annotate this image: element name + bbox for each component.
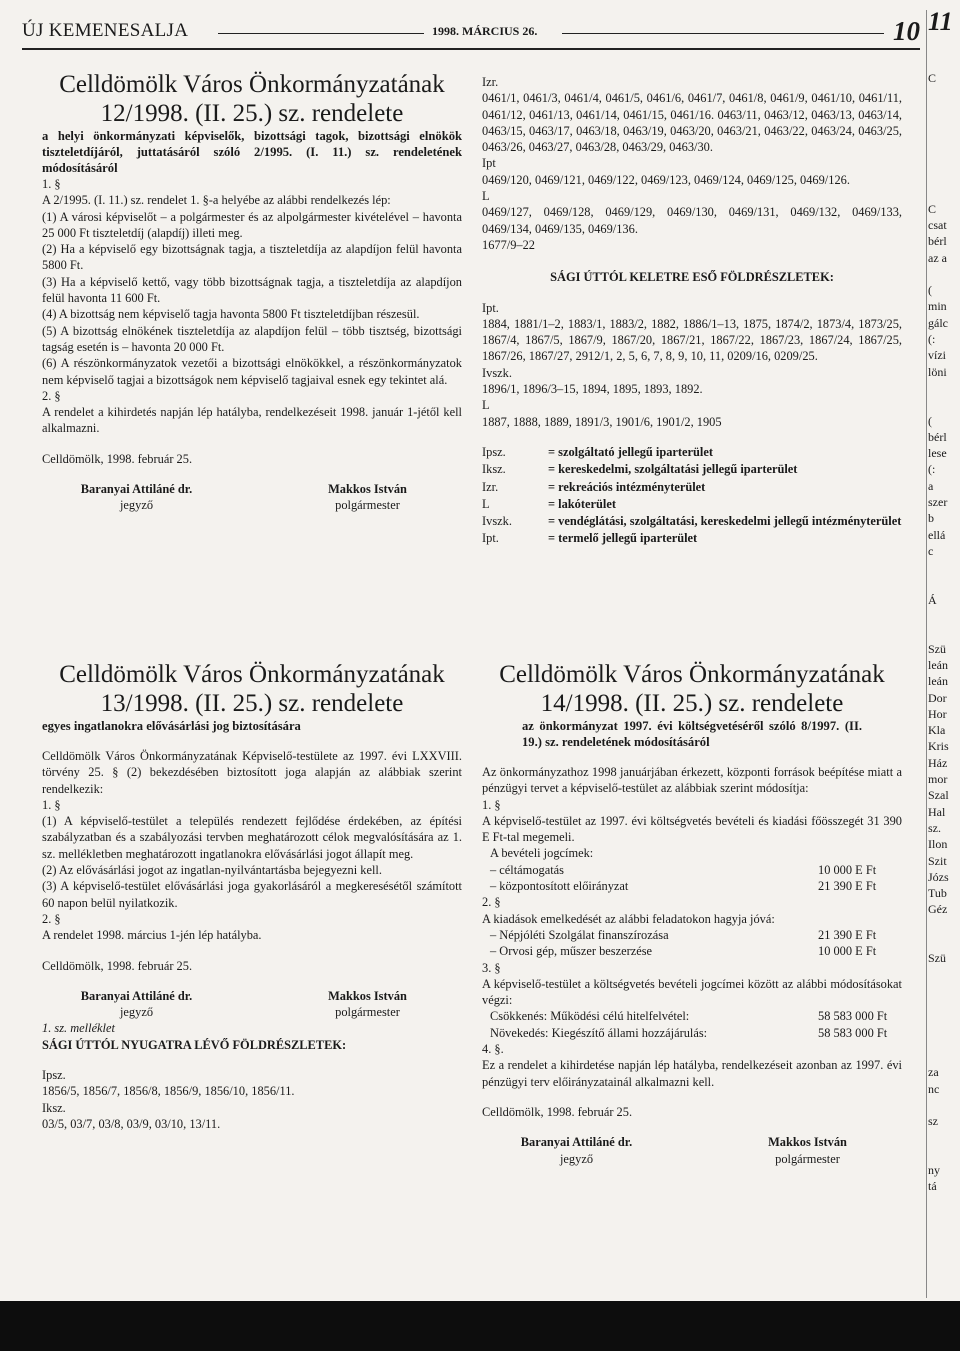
fragment-line: za <box>928 1065 939 1080</box>
decree-14-place-date: Celldömölk, 1998. február 25. <box>482 1104 633 1119</box>
fragment-line <box>928 1032 960 1048</box>
legend-row <box>482 513 902 530</box>
fragment-line: Hor <box>928 706 947 721</box>
annex-east-l-label: L <box>482 398 490 413</box>
decree-12-p5: (5) A bizottság elnökének tiszteletdíja az alapdíjon felül – több tisztség, bizottsági tagság esetén is – havonta 20 000 Ft. <box>42 323 462 354</box>
page-header <box>22 18 920 48</box>
fragment-line: (: <box>928 462 936 477</box>
income-row-1 <box>482 862 902 878</box>
annex-label: 1. sz. melléklet <box>42 1021 115 1036</box>
annex-east-ivszk-label: Ivszk. <box>482 365 512 380</box>
annex-east-heading: SÁGI ÚTTÓL KELETRE ESŐ FÖLDRÉSZLETEK: <box>550 270 834 285</box>
fragment-line: ( <box>928 283 932 298</box>
legend-value: = szolgáltató jellegű iparterület <box>548 444 713 459</box>
fragment-line: löni <box>928 364 947 379</box>
fragment-line: ellá <box>928 527 946 542</box>
fragment-line <box>928 103 960 119</box>
annex-legend <box>482 444 902 548</box>
legend-value: = kereskedelmi, szolgáltatási jellegű iparterület <box>548 462 798 477</box>
sig-left-name: Baranyai Attiláné dr. <box>80 988 193 1003</box>
annex-l-extra: 1677/9–22 <box>482 237 536 252</box>
fragment-line: Hal <box>928 804 946 819</box>
decree-14-sec2: 2. § <box>482 895 501 910</box>
decree-12-p2: (2) Ha a képviselő egy bizottságnak tagja, a tiszteletdíja az alapdíjon felül havonta 5800 Ft. <box>42 242 462 273</box>
decree-13-signatures <box>42 988 462 1004</box>
income-2-label: – központosított előirányzat <box>490 879 629 894</box>
annex-izr-list: 0461/1, 0461/3, 0461/4, 0461/5, 0461/6, 0461/7, 0461/8, 0461/9, 0461/10, 0461/11, 0461/12, 0461/13, 0461/14, 0461/15, 0461/16. 0463/11, 0463/12, 0463/13, 0463/14, 0463/15, 0463/17, 0463/18, 0463/19, 0463/20, 0463/21, 0463/22, 0463/24, 0463/25, 0463/26, 0463/27, 0463/28, 0463/29, 0463/30. <box>482 91 902 155</box>
fragment-line <box>928 934 960 950</box>
decree-12-p1: (1) A városi képviselőt – a polgármester és az alpolgármester kivételével – havonta 25 000 Ft tiszteletdíj (alapdíj) illeti meg. <box>42 209 462 240</box>
fragment-line <box>928 608 960 624</box>
fragment-line: Szü <box>928 641 946 656</box>
decree-13-sec1: 1. § <box>42 797 61 812</box>
annex-l-list: 0469/127, 0469/128, 0469/129, 0469/130, 0469/131, 0469/132, 0469/133, 0469/134, 0469/135, 0469/136. <box>482 205 902 236</box>
legend-key: Izr. <box>482 479 499 494</box>
decree-12-p7: A rendelet a kihirdetés napján lép hatályba, rendelkezéseit 1998. január 1-jétől kell alkalmazni. <box>42 405 462 436</box>
fragment-line: c <box>928 543 934 558</box>
fragment-line <box>928 1048 960 1064</box>
fragment-line <box>928 380 960 396</box>
sig-right-title: polgármester <box>335 1005 400 1020</box>
legend-key: Ipt. <box>482 531 499 546</box>
fragment-line <box>928 54 960 70</box>
annex-ipt-list: 0469/120, 0469/121, 0469/122, 0469/123, 0469/124, 0469/125, 0469/126. <box>482 172 850 187</box>
legend-value: = vendéglátási, szolgáltatási, kereskedelmi jellegű intézményterület <box>548 514 902 529</box>
fragment-line: lese <box>928 446 947 461</box>
decree-14-p3: A képviselő-testület a költségvetés bevételi jogcímei között az alábbi módosításokat végzi: <box>482 976 902 1008</box>
decree-14-intro: Az önkormányzathoz 1998 januárjában érkezett, központi források beépítése miatt a pénzügyi tervet a képviselő-testület az alábbiak szerint módosítja: <box>482 765 902 796</box>
paper-name: ÚJ KEMENESALJA <box>22 20 189 41</box>
fragment-line <box>928 559 960 575</box>
legend-key: Iksz. <box>482 462 506 477</box>
expense-row-1 <box>482 927 902 943</box>
decree-14-p4: Ez a rendelet a kihirdetése napján lép hatályba, rendelkezéseit azonban az 1997. évi pénzügyi terv előirányzatainál alkalmazni kell. <box>482 1058 902 1089</box>
income-1-label: – céltámogatás <box>490 862 564 877</box>
decree-14-p1: A képviselő-testület az 1997. évi költségvetés bevételi és kiadási főösszegét 31 390 E Ft-tal megemeli. <box>482 813 902 845</box>
decree-12-sec1: 1. § <box>42 177 61 191</box>
decree-13-subtitle: egyes ingatlanokra elővásárlási jog biztosítására <box>42 719 301 733</box>
sig-left-title: jegyző <box>559 1151 594 1166</box>
annex-ipsz-list: 1856/5, 1856/7, 1856/8, 1856/9, 1856/10, 1856/11. <box>42 1084 295 1099</box>
annex-l-label: L <box>482 189 490 204</box>
legend-row <box>482 444 902 461</box>
annex-east-l-list: 1887, 1888, 1889, 1891/3, 1901/6, 1901/2, 1905 <box>482 414 722 429</box>
annex-continued <box>482 74 902 548</box>
fragment-line: b <box>928 511 934 526</box>
legend-value: = termelő jellegű iparterület <box>548 531 698 546</box>
fragment-line: Ház <box>928 755 948 770</box>
decree-14-signatures <box>482 1134 902 1150</box>
fragment-line: a <box>928 478 934 493</box>
decree-13-intro: Celldömölk Város Önkormányzatának Képviselő-testülete az 1997. évi LXXVIII. törvény 25. § (2) bekezdésében biztosított joga alapján az alábbiak szerint rendelkezik: <box>42 749 462 796</box>
fragment-line: az a <box>928 250 947 265</box>
decree-13-title-2: 13/1998. (II. 25.) sz. rendelete <box>100 690 404 717</box>
decree-14-title-2: 14/1998. (II. 25.) sz. rendelete <box>540 690 844 717</box>
sig-right-name: Makkos István <box>328 482 407 497</box>
expense-1-value: 21 390 E Ft <box>818 927 877 942</box>
fragment-line: csat <box>928 217 947 232</box>
decree-14-p2: A kiadások emelkedését az alábbi feladatokon hagyja jóvá: <box>482 911 775 926</box>
fragment-line: (: <box>928 332 936 347</box>
annex-ipt-label: Ipt <box>482 156 496 171</box>
fragment-line: Dor <box>928 690 947 705</box>
fragment-line: Kris <box>928 739 949 754</box>
decree-14-sec4: 4. §. <box>482 1042 504 1057</box>
sig-left-title: jegyző <box>119 498 154 513</box>
fragment-line: min <box>928 299 947 314</box>
fragment-line: Szit <box>928 853 947 868</box>
decree-12-p6: (6) A részönkormányzatok vezetői a bizottsági elnökökkel, a részönkormányzatok nem képviselő tagjai a bizottságok nem képviselő tagjaival esnek egy tekintet alá. <box>42 356 462 387</box>
fragment-line: 11 <box>928 7 953 36</box>
fragment-line <box>928 967 960 983</box>
fragment-line: Szal <box>928 788 949 803</box>
fragment-line: tá <box>928 1179 937 1194</box>
decrease-label: Csökkenés: Működési célú hitelfelvétel: <box>490 1009 690 1024</box>
fragment-line: bérl <box>928 234 947 249</box>
annex-izr-label: Izr. <box>482 75 499 89</box>
annex-iksz-list: 03/5, 03/7, 03/8, 03/9, 03/10, 13/11. <box>42 1116 221 1131</box>
decree-13-place-date: Celldömölk, 1998. február 25. <box>42 958 193 973</box>
decree-14-subtitle: az önkormányzat 1997. évi költségvetéséről szóló 8/1997. (II. 19.) sz. rendeletének módosításáról <box>522 719 862 749</box>
fragment-line: Kla <box>928 723 946 738</box>
decree-12-sec2: 2. § <box>42 388 61 403</box>
annex-iksz-label: Iksz. <box>42 1100 66 1115</box>
decree-14-title-1: Celldömölk Város Önkormányzatának <box>499 661 885 688</box>
legend-key: L <box>482 496 490 511</box>
fragment-line <box>928 918 960 934</box>
fragment-line: sz. <box>928 820 941 835</box>
decree-12-title-2: 12/1998. (II. 25.) sz. rendelete <box>100 100 404 127</box>
income-row-2 <box>482 878 902 894</box>
fragment-line: sz <box>928 1114 938 1129</box>
sig-left-name: Baranyai Attiláné dr. <box>80 482 193 497</box>
decree-12-signatures <box>42 481 462 497</box>
fragment-line: leán <box>928 674 948 689</box>
issue-date: 1998. MÁRCIUS 26. <box>432 24 538 38</box>
decree-14-p1b: A bevételi jogcímek: <box>490 846 594 861</box>
sig-left-name: Baranyai Attiláné dr. <box>520 1135 633 1150</box>
decree-12-title-1: Celldömölk Város Önkormányzatának <box>59 71 445 98</box>
annex-east-ipt-label: Ipt. <box>482 300 499 315</box>
annex-west-heading: SÁGI ÚTTÓL NYUGATRA LÉVŐ FÖLDRÉSZLETEK: <box>42 1037 347 1052</box>
decrease-row <box>482 1008 902 1024</box>
fragment-line: vízi <box>928 348 946 363</box>
fragment-line: C <box>928 201 937 216</box>
expense-2-value: 10 000 E Ft <box>818 944 877 959</box>
legend-key: Ivszk. <box>482 514 512 529</box>
legend-row <box>482 496 902 513</box>
decree-12-p4: (4) A bizottság nem képviselő tagja havonta 5800 Ft tiszteletdíjban részesül. <box>42 307 420 322</box>
sig-right-name: Makkos István <box>328 988 407 1003</box>
decree-13-sec2: 2. § <box>42 911 61 926</box>
income-1-value: 10 000 E Ft <box>818 862 877 877</box>
legend-value: = rekreációs intézményterület <box>548 479 706 494</box>
header-rule-right <box>562 33 884 34</box>
decree-12 <box>42 70 462 514</box>
fragment-line: Szü <box>928 951 946 966</box>
increase-value: 58 583 000 Ft <box>818 1025 888 1040</box>
expense-2-label: – Orvosi gép, műszer beszerzése <box>490 944 653 959</box>
decree-13-p2: (2) Az elővásárlási jogot az ingatlan-nyilvántartásba bejegyezni kell. <box>42 863 382 878</box>
decrease-value: 58 583 000 Ft <box>818 1009 888 1024</box>
fragment-line: Á <box>928 592 937 607</box>
decree-13-p4: A rendelet 1998. március 1-jén lép hatályba. <box>42 928 262 943</box>
fragment-line <box>928 119 960 135</box>
fragment-line: szer <box>928 495 948 510</box>
annex-east-ipt-list: 1884, 1881/1–2, 1883/1, 1883/2, 1882, 1886/1–13, 1875, 1874/2, 1873/4, 1873/25, 1867/4, 1867/5, 1867/9, 1867/20, 1867/21, 1867/22, 1867/23, 1867/24, 1867/25, 1867/26, 1867/27, 2912/1, 2, 5, 6, 7, 8, 9, 10, 11, 0209/16, 0209/25. <box>482 316 902 364</box>
fragment-line <box>928 184 960 200</box>
fragment-line: ( <box>928 413 932 428</box>
fragment-line <box>928 1130 960 1146</box>
fragment-line <box>928 396 960 412</box>
next-page-fragment <box>928 0 960 1351</box>
fragment-line: Tub <box>928 886 947 901</box>
decree-12-subtitle: a helyi önkormányzati képviselők, bizottsági tagok, bizottsági elnökök tiszteletdíjáról, juttatásáról szóló 2/1995. (I. 11.) sz. rendeletének módosításáról <box>42 129 462 175</box>
decree-13-p1: (1) A képviselő-testület a település rendezett fejlődése érdekében, az építési szabályzatban és a szabályozási tervben meghatározott célok megvalósítására az 1. sz. mellékletben meghatározott ingatlanokra elővásárlási jogot állapít meg. <box>42 814 462 861</box>
decree-13 <box>42 660 462 1132</box>
increase-row <box>482 1025 902 1041</box>
fragment-line <box>928 624 960 640</box>
fragment-line: Géz <box>928 902 948 917</box>
header-rule-left <box>218 33 424 34</box>
sig-left-title: jegyző <box>119 1005 154 1020</box>
fragment-line <box>928 168 960 184</box>
page-number: 10 <box>893 16 920 46</box>
sig-right-title: polgármester <box>335 498 400 513</box>
fragment-line: mor <box>928 772 948 787</box>
fragment-line: gálc <box>928 315 948 330</box>
decree-13-title-1: Celldömölk Város Önkormányzatának <box>59 661 445 688</box>
fragment-line: ny <box>928 1163 940 1178</box>
legend-value: = lakóterület <box>548 496 616 511</box>
sig-right-name: Makkos István <box>768 1135 847 1150</box>
decree-14-sec3: 3. § <box>482 960 501 975</box>
legend-key: Ipsz. <box>482 444 506 459</box>
income-2-value: 21 390 E Ft <box>818 879 877 894</box>
fragment-line: C <box>928 71 937 86</box>
annex-ipsz-label: Ipsz. <box>42 1068 66 1083</box>
legend-row <box>482 461 902 478</box>
annex-east-ivszk-list: 1896/1, 1896/3–15, 1894, 1895, 1893, 1892. <box>482 382 703 397</box>
fragment-line <box>928 1097 960 1113</box>
header-underline <box>22 48 920 50</box>
fragment-line <box>928 983 960 999</box>
fragment-line <box>928 87 960 103</box>
fragment-line <box>928 266 960 282</box>
fragment-line <box>928 999 960 1015</box>
page-edge-line <box>926 10 927 1298</box>
fragment-line: Ilon <box>928 837 948 852</box>
fragment-line: bérl <box>928 429 947 444</box>
sig-right-title: polgármester <box>775 1151 840 1166</box>
fragment-line <box>928 135 960 151</box>
decree-12-place-date: Celldömölk, 1998. február 25. <box>42 451 193 466</box>
decree-12-p0: A 2/1995. (I. 11.) sz. rendelet 1. §-a helyébe az alábbi rendelkezés lép: <box>42 193 391 208</box>
fragment-line <box>928 1146 960 1162</box>
decree-14-sec1: 1. § <box>482 797 501 812</box>
decree-14 <box>482 660 902 1167</box>
fragment-line <box>928 1016 960 1032</box>
fragment-line: Józs <box>928 869 949 884</box>
expense-row-2 <box>482 943 902 959</box>
fragment-line <box>928 152 960 168</box>
scan-bottom-bar <box>0 1301 960 1351</box>
legend-row <box>482 530 902 547</box>
fragment-line: nc <box>928 1081 940 1096</box>
expense-1-label: – Népjóléti Szolgálat finanszírozása <box>490 927 669 942</box>
fragment-line <box>928 576 960 592</box>
decree-13-p3: (3) A képviselő-testület elővásárlási joga gyakorlásáról a megkeresésétől számított 60 napon belül nyilatkozik. <box>42 879 462 910</box>
decree-12-p3: (3) Ha a képviselő kettő, vagy több bizottságnak tagja, a tiszteletdíja az alapdíjon felül havonta 11 600 Ft. <box>42 274 462 306</box>
legend-row <box>482 479 902 496</box>
fragment-line: leán <box>928 657 948 672</box>
increase-label: Növekedés: Kiegészítő állami hozzájárulás: <box>490 1025 708 1040</box>
